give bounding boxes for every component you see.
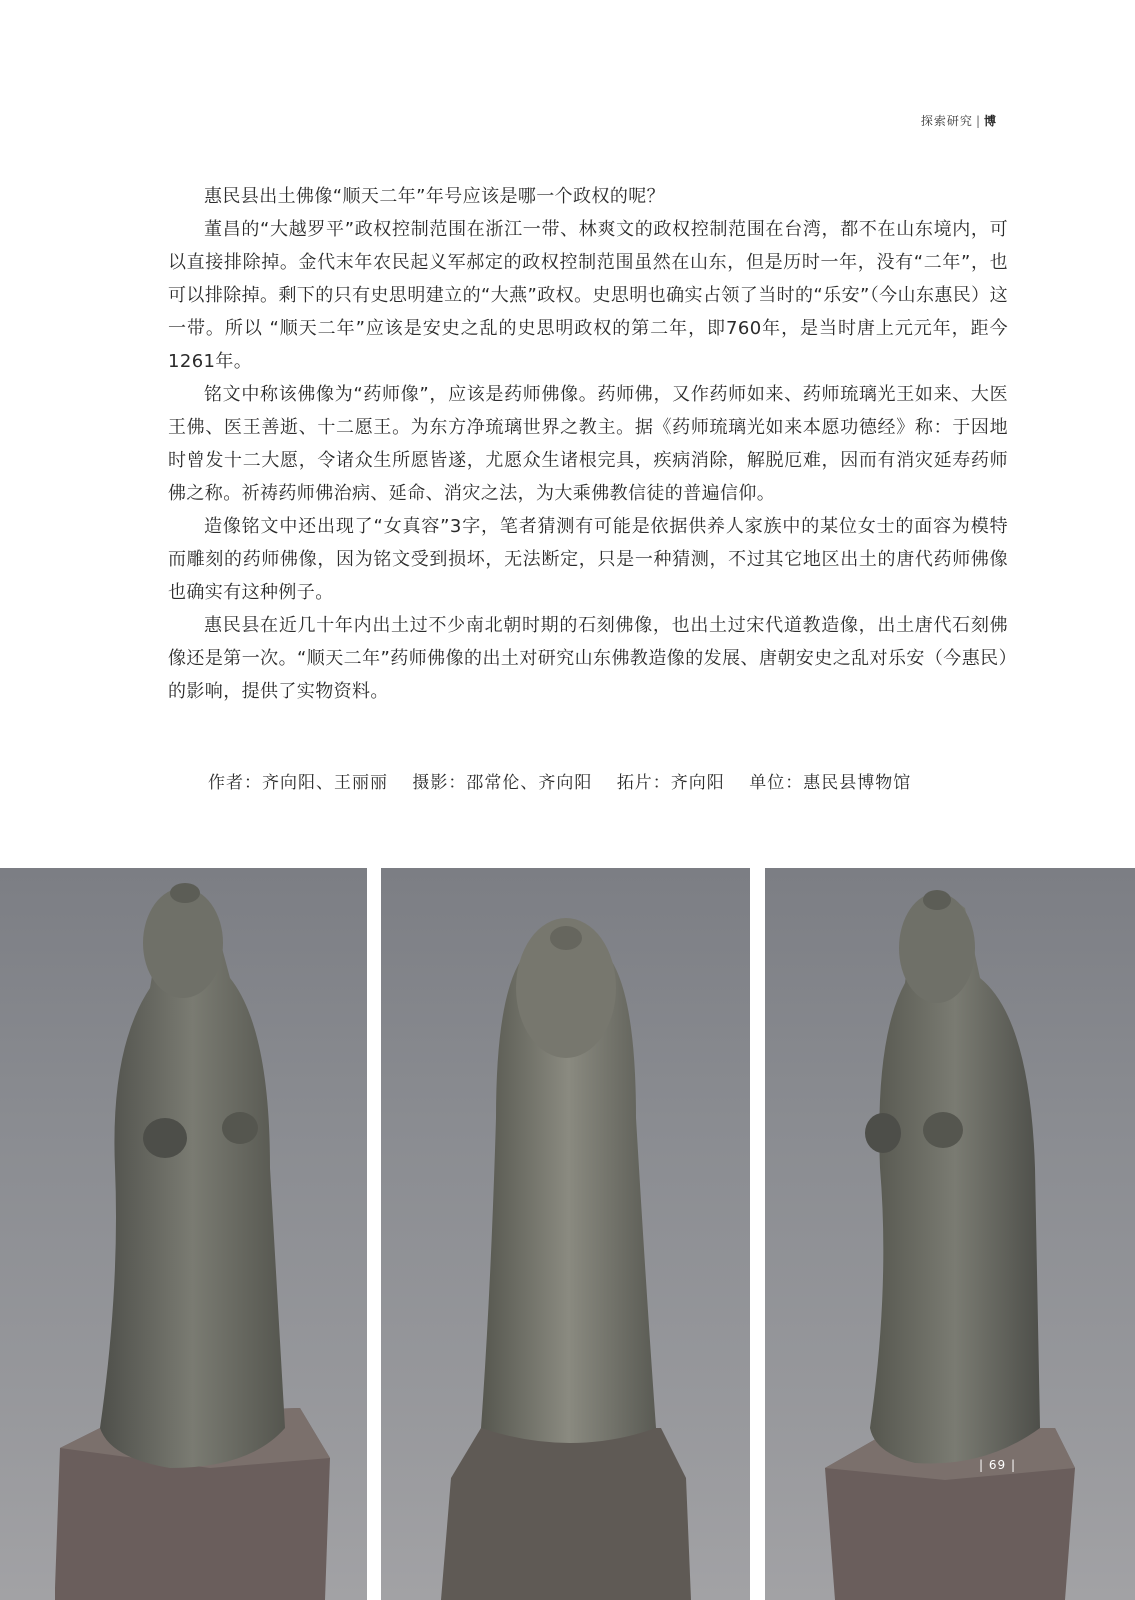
statue-photo-left-side — [0, 868, 367, 1600]
statue-photo-right-side — [765, 868, 1135, 1600]
brand-mark: 博 — [983, 114, 997, 128]
credit-author: 作者：齐向阳、王丽丽 — [208, 773, 388, 793]
article-body — [168, 180, 1008, 708]
paragraph-regime-analysis: 董昌的“大越罗平”政权控制范围在浙江一带、林爽文的政权控制范围在台湾，都不在山东境内，可以直接排除掉。金代末年农民起义军郝定的政权控制范围虽然在山东，但是历时一年，没有“二年”，也可以排除掉。剩下的只有史思明建立的“大燕”政权。史思明也确实占领了当时的“乐安”（今山东惠民）这一带。所以 “顺天二年”应该是安史之乱的史思明政权的第二年，即760年，是当时唐上元元年，距今1261年。 — [168, 219, 1008, 372]
paragraph-inscription: 造像铭文中还出现了“女真容”3字，笔者猜测有可能是依据供养人家族中的某位女士的面容为模特而雕刻的药师佛像，因为铭文受到损坏，无法断定，只是一种猜测，不过其它地区出土的唐代药师佛像也确实有这种例子。 — [168, 516, 1008, 603]
credit-photo: 摄影：邵常伦、齐向阳 — [412, 773, 593, 793]
paragraph-question: 惠民县出土佛像“顺天二年”年号应该是哪一个政权的呢？ — [204, 186, 666, 207]
credit-rubbing: 拓片：齐向阳 — [616, 773, 725, 793]
header-separator: | — [975, 114, 981, 128]
credits-line — [208, 768, 929, 793]
credit-unit: 单位：惠民县博物馆 — [749, 773, 912, 793]
paragraph-significance: 惠民县在近几十年内出土过不少南北朝时期的石刻佛像，也出土过宋代道教造像，出土唐代石刻佛像还是第一次。“顺天二年”药师佛像的出土对研究山东佛教造像的发展、唐朝安史之乱对乐安（今惠民）的影响，提供了实物资料。 — [168, 615, 1008, 702]
paragraph-medicine-buddha: 铭文中称该佛像为“药师像”，应该是药师佛像。药师佛，又作药师如来、药师琉璃光王如来、大医王佛、医王善逝、十二愿王。为东方净琉璃世界之教主。据《药师琉璃光如来本愿功德经》称：于因地时曾发十二大愿，令诸众生所愿皆遂，尤愿众生诸根完具，疾病消除，解脱厄难，因而有消灾延寿药师佛之称。祈祷药师佛治病、延命、消灾之法，为大乘佛教信徒的普遍信仰。 — [168, 384, 1008, 504]
statue-photo-back — [381, 868, 750, 1600]
running-header — [921, 112, 997, 129]
page-number: | 69 | — [979, 1458, 1016, 1472]
section-title: 探索研究 — [920, 114, 973, 128]
